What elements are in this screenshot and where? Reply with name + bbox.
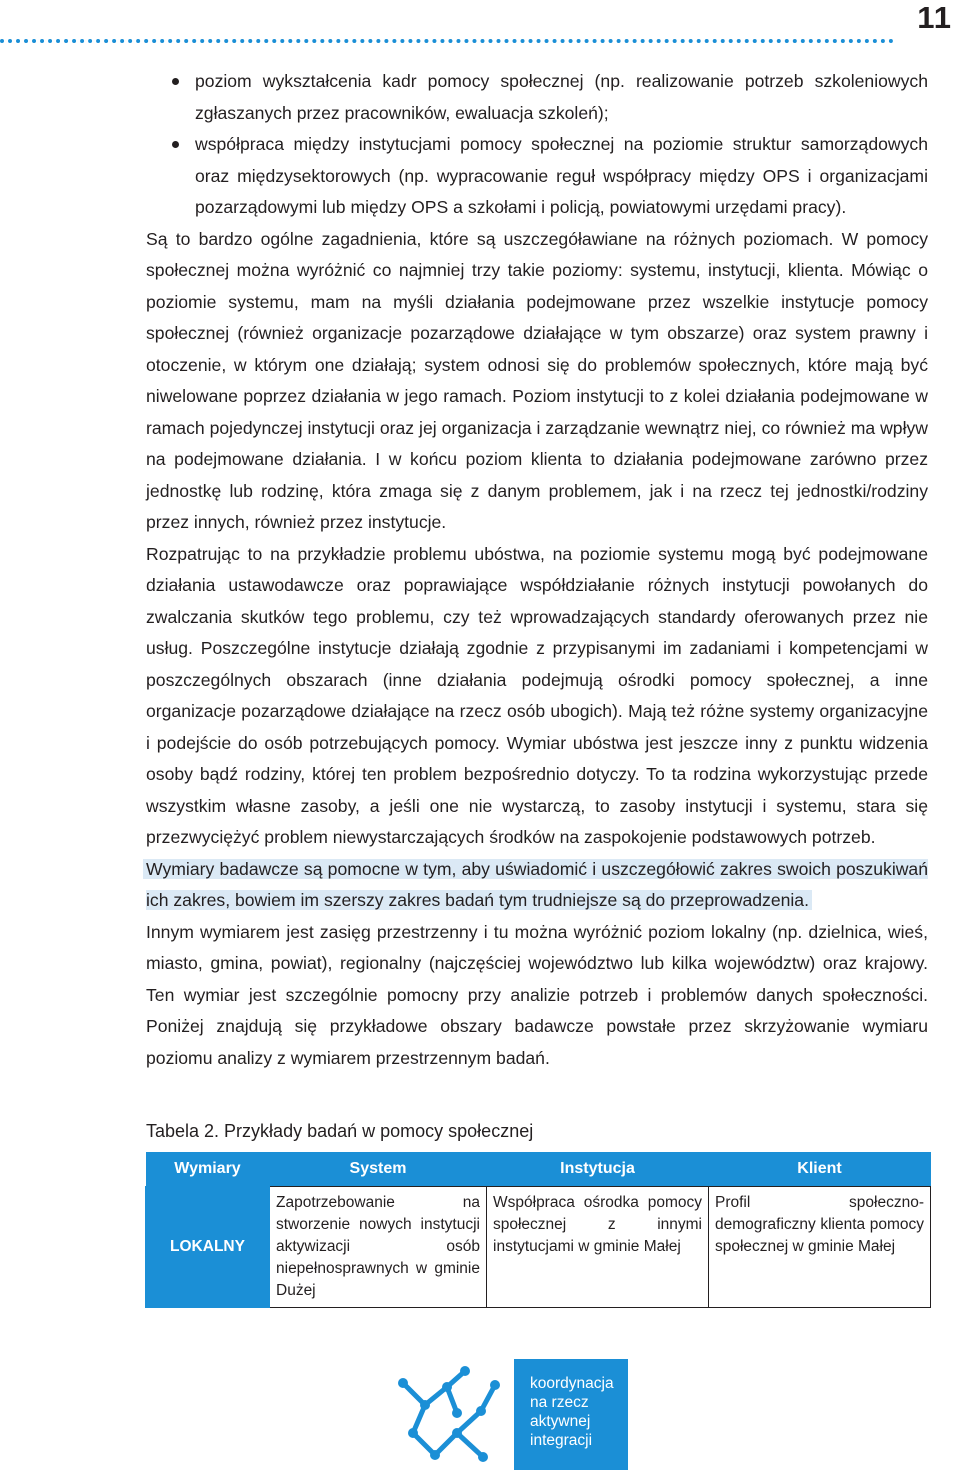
- table-cell: Profil społeczno-demograficzny klienta pomocy społecznej w gminie Małej: [709, 1187, 931, 1308]
- paragraph: Są to bardzo ogólne zagadnienia, które są uszczegóławiane na różnych poziomach. W pomocy społecznej można wyróżnić co najmniej trzy takie poziomy: systemu, instytucji, klienta. Mówiąc o poziomie systemu, mam na myśli działania podejmowane przez wszelkie instytucje pomocy społecznej (również organizacje pozarządowe działające w tym obszarze) oraz system prawny i otoczenie, w którym one działają; system odnosi się do problemów społecznych, które mają być niwelowane poprzez działania w jego ramach. Poziom instytucji to z kolei działania podejmowane w ramach pojedynczej instytucji oraz jej organizacja i zarządzanie wewnątrz niej, co również ma wpływ na podejmowane działania. I w końcu poziom klienta to działania podejmowane zarówno przez jednostkę lub rodzinę, która zmaga się z danym problemem, jak i na rzecz tej jednostki/rodziny przez innych, również przez instytucje.: [146, 228, 928, 532]
- table-row: [146, 1187, 931, 1308]
- paragraph: Rozpatrując to na przykładzie problemu ubóstwa, na poziomie systemu mogą być podejmowane działania ustawodawcze oraz poprawiające współdziałanie różnych instytucji powołanych do zwalczania skutków tego problemu, czy też wprowadzających standardy oferowanych przez nie usług. Poszczególne instytucje działają zgodnie z przypisanymi im zadaniami i kompetencjami w poszczególnych obszarach (inne działania podejmują ośrodki pomocy społecznej, a inne organizacje pozarządowe działające na rzecz osób ubogich). Mają też różne systemy organizacyjne i podejście do osób potrzebujących pomocy. Wymiar ubóstwa jest jeszcze inny z punktu widzenia osoby bądź rodziny, której ten problem bezpośrednio dotyczy. To ta rodzina wykorzystując przede wszystkim własne zasoby, a jeśli one nie wystarczą, to zasoby instytucji i systemu, stara się przezwyciężyć problem niewystarczających środków na zaspokojenie podstawowych potrzeb.: [146, 543, 928, 847]
- column-header: Instytucja: [487, 1152, 709, 1187]
- network-logo-icon: [395, 1363, 505, 1470]
- list-item: współpraca między instytucjami pomocy społecznej na poziomie struktur samorządowych oraz międzysektorowych (np. wypracowanie reguł współpracy między OPS i organizacjami pozarządowymi lub między OPS a szkołami i policją, powiatowymi urzędami pracy).: [146, 129, 928, 224]
- highlight-text: Wymiary badawcze są pomocne w tym, aby uświadomić i uszczegółowić zakres swoich poszukiwań ich zakres, bowiem im szerszy zakres badań tym trudniejsze są do przeprowadzenia.: [143, 859, 928, 911]
- highlighted-paragraph: [146, 854, 928, 917]
- table-header-row: [146, 1152, 931, 1187]
- header-dotted-line: [0, 39, 894, 43]
- paragraph: Innym wymiarem jest zasięg przestrzenny i tu można wyróżnić poziom lokalny (np. dzielnica, wieś, miasto, gmina, powiat), regionalny (najczęściej województwo lub kilka województw) oraz krajowy. Ten wymiar jest szczególnie pomocny przy analizie potrzeb i problemów danych społeczności. Poniżej znajdują się przykładowe obszary badawcze powstałe przez skrzyżowanie wymiaru poziomu analizy z wymiarem przestrzennym badań.: [146, 921, 928, 1068]
- table-cell: Współpraca ośrodka pomocy społecznej z innymi instytucjami w gminie Małej: [487, 1187, 709, 1308]
- column-header: Klient: [709, 1152, 931, 1187]
- list-item: poziom wykształcenia kadr pomocy społecznej (np. realizowanie potrzeb szkoleniowych zgłaszanych przez pracowników, ewaluacja szkoleń);: [146, 66, 928, 129]
- page-number: 11: [917, 0, 952, 35]
- research-examples-table: [145, 1152, 931, 1308]
- bullet-icon: [172, 141, 179, 148]
- bullet-list: [146, 66, 928, 224]
- logo-badge: [514, 1359, 628, 1470]
- column-header: System: [270, 1152, 487, 1187]
- table-cell: Zapotrzebowanie na stworzenie nowych instytucji aktywizacji osób niepełnosprawnych w gminie Dużej: [270, 1187, 487, 1308]
- bullet-icon: [172, 78, 179, 85]
- table-caption: Tabela 2. Przykłady badań w pomocy społecznej: [146, 1121, 534, 1141]
- body-text: [146, 66, 928, 1074]
- row-header: LOKALNY: [146, 1187, 270, 1308]
- column-header: Wymiary: [146, 1152, 270, 1187]
- logo-text: koordynacja na rzecz aktywnej integracji: [530, 1375, 614, 1449]
